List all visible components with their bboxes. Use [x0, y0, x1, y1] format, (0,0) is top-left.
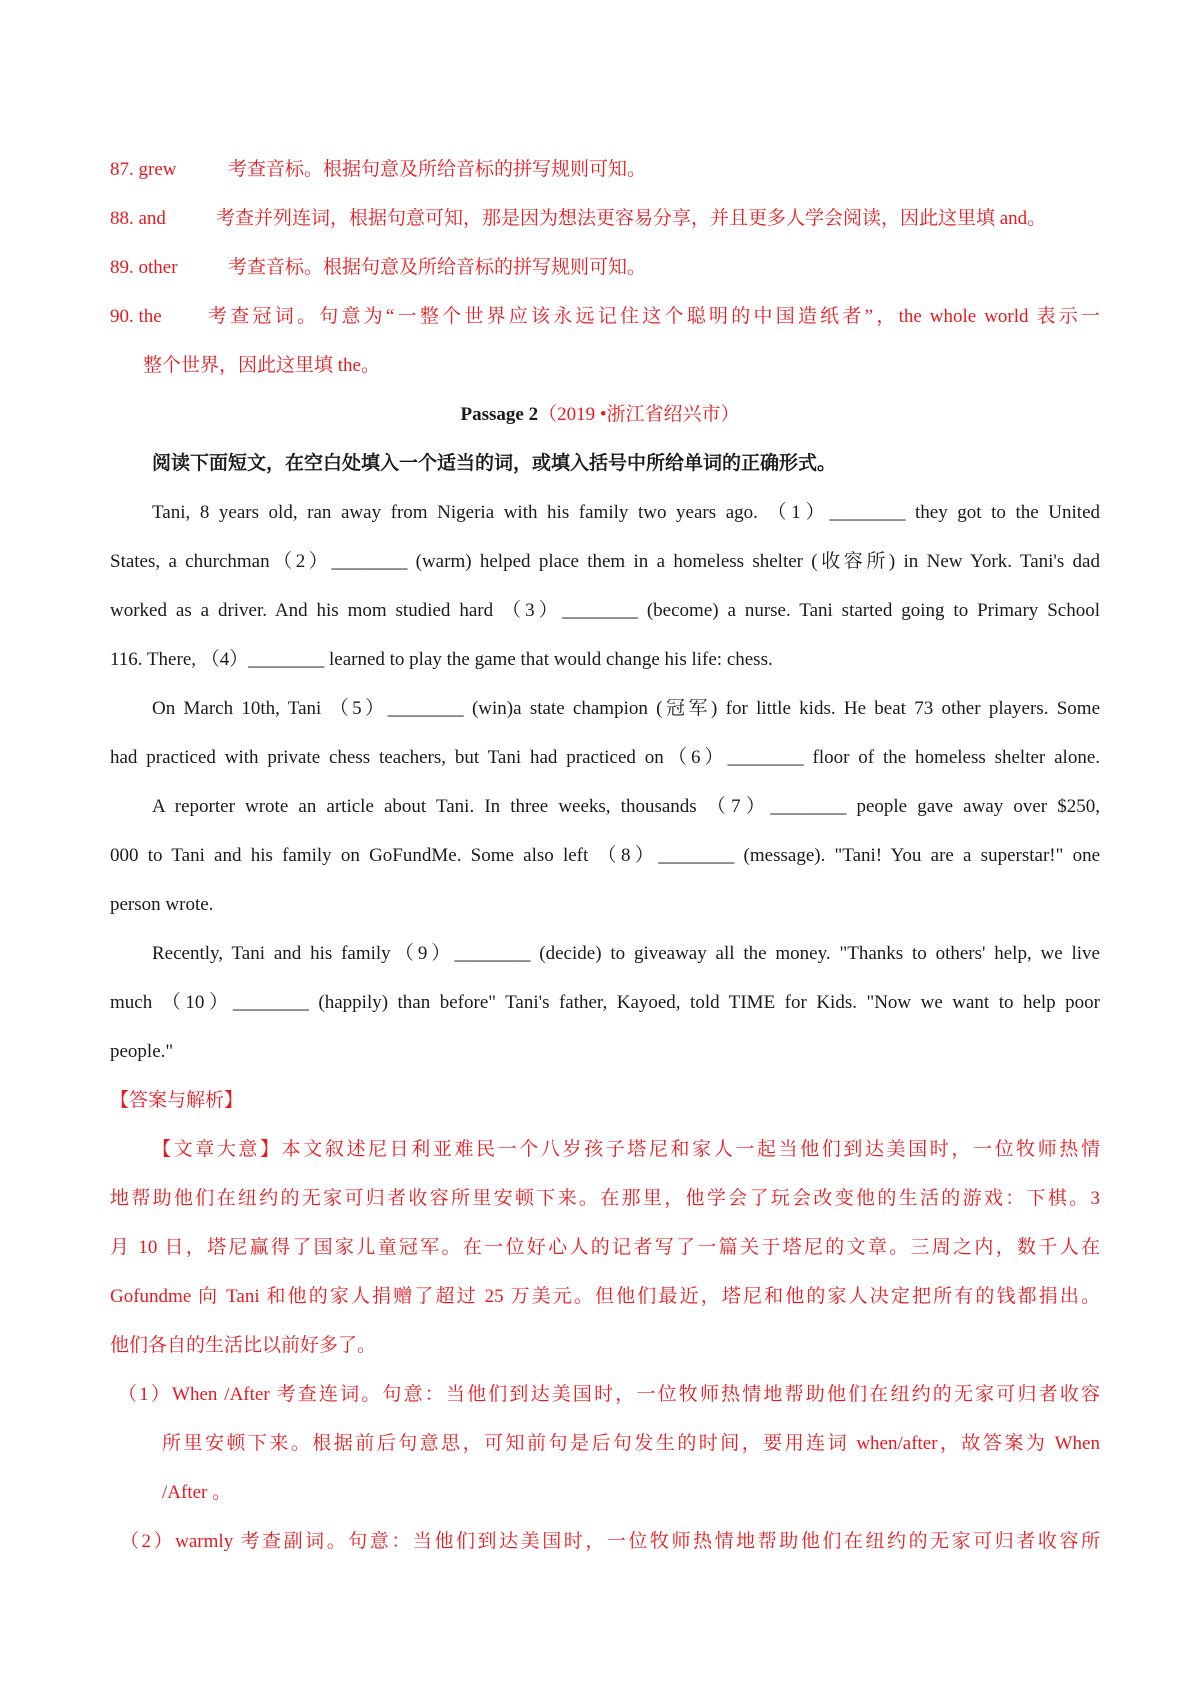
- summary-line: 地帮助他们在纽约的无家可归者收容所里安顿下来。在那里，他学会了玩会改变他的生活的游戏：下棋。3: [110, 1188, 1100, 1209]
- analysis-item-1: （1）When /After 考查连词。句意：当他们到达美国时，一位牧师热情地帮助他们在纽约的无家可归者收容: [118, 1384, 1100, 1405]
- answer-explanation: 考查冠词。句意为“一整个世界应该永远记住这个聪明的中国造纸者”，the whole world 表示一: [208, 306, 1100, 327]
- passage-line: worked as a driver. And his mom studied hard （3）________ (become) a nurse. Tani started going to Primary School: [110, 600, 1100, 621]
- passage-line: person wrote.: [110, 894, 214, 915]
- passage-line: people.": [110, 1041, 174, 1062]
- passage-line: Tani, 8 years old, ran away from Nigeria with his family two years ago. （1）________ they got to the United: [152, 502, 1100, 523]
- summary-line: Gofundme 向 Tani 和他的家人捐赠了超过 25 万美元。但他们最近，塔尼和他的家人决定把所有的钱都捐出。: [110, 1286, 1100, 1307]
- answer-number: 87. grew: [110, 159, 177, 180]
- passage-title: [0, 402, 1200, 428]
- answer-number: 88. and: [110, 208, 166, 229]
- analysis-item-1-cont: /After 。: [162, 1482, 232, 1503]
- answer-explanation: 考查音标。根据句意及所给音标的拼写规则可知。: [228, 257, 647, 278]
- summary-line: 【文章大意】本文叙述尼日利亚难民一个八岁孩子塔尼和家人一起当他们到达美国时，一位牧师热情: [152, 1139, 1100, 1160]
- passage-line: much （10）________ (happily) than before" Tani's father, Kayoed, told TIME for Kids. "Now we want to help poor: [110, 992, 1100, 1013]
- analysis-item-1-cont: 所里安顿下来。根据前后句意思，可知前句是后句发生的时间，要用连词 when/after，故答案为 When: [162, 1433, 1100, 1454]
- passage-line: A reporter wrote an article about Tani. In three weeks, thousands （7）________ people gave away over $250,: [152, 796, 1100, 817]
- answer-explanation: 考查并列连词，根据句意可知，那是因为想法更容易分享，并且更多人学会阅读，因此这里填 and。: [216, 208, 1047, 229]
- passage-line: had practiced with private chess teachers, but Tani had practiced on（6）________ floor of the homeless shelter alone.: [110, 747, 1100, 768]
- answer-number: 89. other: [110, 257, 178, 278]
- answer-number: 90. the: [110, 306, 162, 327]
- analysis-heading: 【答案与解析】: [110, 1090, 244, 1111]
- passage-title-label: Passage 2: [460, 404, 539, 425]
- passage-line: 116. There, （4）________ learned to play the game that would change his life: chess.: [110, 649, 773, 670]
- summary-line: 月 10 日，塔尼赢得了国家儿童冠军。在一位好心人的记者写了一篇关于塔尼的文章。三周之内，数千人在: [110, 1237, 1100, 1258]
- summary-line: 他们各自的生活比以前好多了。: [110, 1335, 377, 1356]
- passage-source: （2019 •浙江省绍兴市）: [538, 404, 740, 425]
- passage-line: 000 to Tani and his family on GoFundMe. Some also left （8）________ (message). "Tani! You are a superstar!" one: [110, 845, 1100, 866]
- document-page: 87. grew 考查音标。根据句意及所给音标的拼写规则可知。 88. and 考查并列连词，根据句意可知，那是因为想法更容易分享，并且更多人学会阅读，因此这里填 and。 89. other 考查音标。根据句意及所给音标的拼写规则可知。 90. the 考查冠词。句意为“一整个世界应该永远记住这个聪明的中国造纸者”，the whole world 表示一 整个世界，因此这里填 the。 Passage 2（2019 •浙江省绍兴市） 阅读下面短文，在空白处填入一个适当的词，或填入括号中所给单词的正确形式。 Tani, 8 years old, ran away from Nigeria with his family two years ago. （1）________ they got to the United States, a churchman（2）________ (warm) helped place them in a homeless shelter (收容所) in New York. Tani's dad worked as a driver. And his mom studied hard （3）________ (become) a nurse. Tani started going to Primary School 116. There, （4）________ learned to play the game that would change his life: chess. On March 10th, Tani （5）________ (win)a state champion (冠军) for little kids. He beat 73 other players. Some had practiced with private chess teachers, but Tani had practiced on（6）________ floor of the homeless shelter alone. A reporter wrote an article about Tani. In three weeks, thousands （7）________ people gave away over $250, 000 to Tani and his family on GoFundMe. Some also left （8）________ (message). "Tani! You are a superstar!" one person wrote. Recently, Tani and his family（9）________ (decide) to giveaway all the money. "Thanks to others' help, we live much （10）________ (happily) than before" Tani's father, Kayoed, told TIME for Kids. "Now we want to help poor people." 【答案与解析】 【文章大意】本文叙述尼日利亚难民一个八岁孩子塔尼和家人一起当他们到达美国时，一位牧师热情 地帮助他们在纽约的无家可归者收容所里安顿下来。在那里，他学会了玩会改变他的生活的游戏：下棋。3 月 10 日，塔尼赢得了国家儿童冠军。在一位好心人的记者写了一篇关于塔尼的文章。三周之内，数千人在 Gofundme 向 Tani 和他的家人捐赠了超过 25 万美元。但他们最近，塔尼和他的家人决定把所有的钱都捐出。 他们各自的生活比以前好多了。 （1）When /After 考查连词。句意：当他们到达美国时，一位牧师热情地帮助他们在纽约的无家可归者收容 所里安顿下来。根据前后句意思，可知前句是后句发生的时间，要用连词 when/after，故答案为 When /After 。 （2）warmly 考查副词。句意：当他们到达美国时，一位牧师热情地帮助他们在纽约的无家可归者收容所: [0, 0, 1200, 1698]
- passage-line: Recently, Tani and his family（9）________ (decide) to giveaway all the money. "Thanks to others' help, we live: [152, 943, 1100, 964]
- answer-explanation: 考查音标。根据句意及所给音标的拼写规则可知。: [228, 159, 647, 180]
- passage-line: States, a churchman（2）________ (warm) helped place them in a homeless shelter (收容所) in New York. Tani's dad: [110, 551, 1100, 572]
- analysis-item-2: （2）warmly 考查副词。句意：当他们到达美国时，一位牧师热情地帮助他们在纽约的无家可归者收容所: [120, 1531, 1100, 1552]
- answer-explanation-cont: 整个世界，因此这里填 the。: [143, 355, 380, 376]
- passage-line: On March 10th, Tani （5）________ (win)a state champion (冠军) for little kids. He beat 73 other players. Some: [152, 698, 1100, 719]
